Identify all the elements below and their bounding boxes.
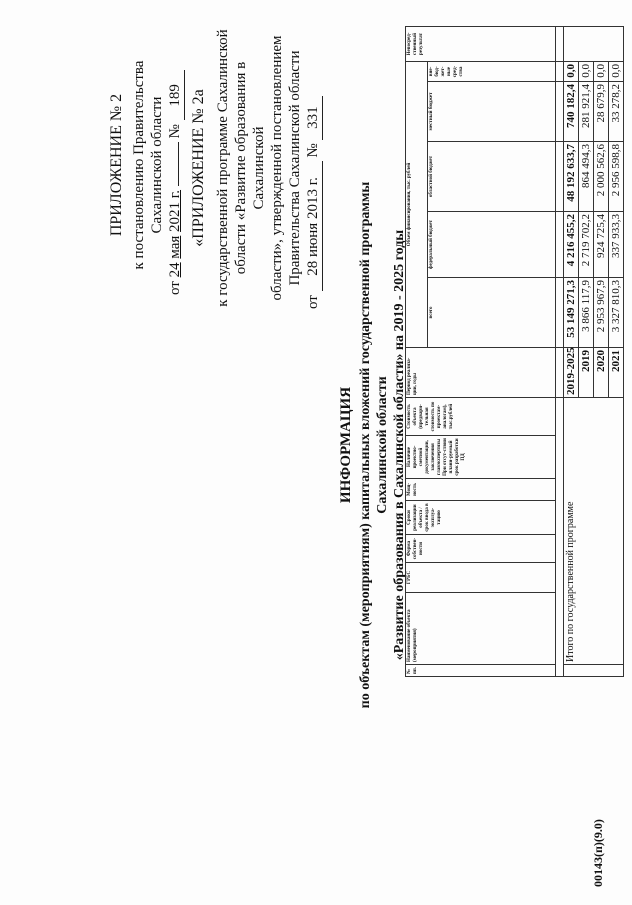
period-cell: 2019-2025 [564, 348, 579, 398]
quoted-number: 331 [304, 96, 323, 140]
col-period-header: Период реализа-ции, годы [406, 348, 556, 398]
heading-title: ИНФОРМАЦИЯ [338, 386, 354, 504]
appendix-main-date-line [166, 35, 185, 295]
date-blank [178, 142, 179, 186]
regional-cell: 2 956 598,8 [609, 142, 624, 212]
col-local-header: местный бюджет [428, 82, 556, 142]
col-docs-header: Наличие проектно-сметной документации, заключения главэкспертизы При отсут-ствии плани-руемый срок разработки ПД [406, 436, 556, 479]
number-label: № [167, 124, 183, 139]
col-num-header: № пп. [406, 665, 556, 677]
doc-number: 189 [166, 70, 185, 120]
from-prefix: от [167, 281, 183, 295]
col-regional-header: областной бюджет [428, 142, 556, 212]
total-cell: 53 149 271,3 [564, 278, 579, 348]
table-row [564, 27, 579, 677]
col-cost-header: Стоимость объекта (предвари-тельная стоимость по проектам-аналогам), тыс.рублей [406, 398, 556, 436]
regional-cell: 2 000 562,6 [594, 142, 609, 212]
total-cell: 3 866 117,9 [579, 278, 594, 348]
appendix-quoted-block [190, 27, 323, 309]
col-extra-header: вне-бюд-жет-ные сред-ства [428, 62, 556, 82]
col-term-header: Сроки реализации объекта / срок ввода в эксплуа-тацию [406, 501, 556, 535]
federal-cell: 2 719 702,2 [579, 212, 594, 278]
col-name-header: Наименование объекта (мероприятия) [406, 593, 556, 665]
local-cell: 33 278,2 [609, 82, 624, 142]
local-cell: 28 679,9 [594, 82, 609, 142]
from-prefix: от [305, 295, 321, 309]
period-cell: 2021 [609, 348, 624, 398]
col-funding-header: Объем финансирования, тыс. рублей [406, 62, 428, 348]
col-grbs-header: ГРБС [406, 563, 556, 593]
extra-cell: 0,0 [564, 62, 579, 82]
quoted-date: 28 июня 2013 г. [304, 161, 323, 291]
heading-line3: «Развитие образования в Сахалинской области» на 2019 - 2025 годы [392, 229, 407, 661]
total-cell: 3 327 810,3 [609, 278, 624, 348]
date-day: 24 [167, 262, 183, 278]
extra-cell: 0,0 [594, 62, 609, 82]
regional-cell: 48 192 633,7 [564, 142, 579, 212]
extra-cell: 0,0 [609, 62, 624, 82]
number-label: № [305, 143, 321, 158]
capital-investments-table [405, 26, 624, 677]
local-cell: 281 921,4 [579, 82, 594, 142]
total-cell: 2 953 967,9 [594, 278, 609, 348]
regional-cell: 864 494,3 [579, 142, 594, 212]
federal-cell: 924 725,4 [594, 212, 609, 278]
appendix-main-block [108, 35, 185, 295]
appendix-quoted-date-line [304, 27, 323, 309]
local-cell: 740 182,4 [564, 82, 579, 142]
col-total-header: всего [428, 278, 556, 348]
appendix-quoted-line2: области «Развитие образования в Сахалинской [233, 61, 267, 275]
appendix-quoted-line4: Правительства Сахалинской области [287, 50, 303, 286]
period-cell: 2020 [594, 348, 609, 398]
federal-cell: 337 933,3 [609, 212, 624, 278]
col-capacity-header: Мощ-ность [406, 479, 556, 501]
appendix-quoted-line1: к государственной программе Сахалинской [215, 29, 231, 307]
period-cell: 2019 [579, 348, 594, 398]
total-row-label: Итого по государственной программе [564, 398, 624, 665]
spacer-row [556, 398, 564, 677]
document-heading [338, 165, 408, 725]
extra-cell: 0,0 [579, 62, 594, 82]
col-result-header: Непосред-ственный результат [406, 27, 556, 62]
footer-code: 00143(п)(9.0) [591, 819, 605, 887]
federal-cell: 4 216 455,2 [564, 212, 579, 278]
appendix-main-title: ПРИЛОЖЕНИЕ № 2 [108, 93, 125, 237]
date-year: 2021 г. [167, 189, 183, 232]
appendix-main-line1: к постановлению Правительства [131, 60, 147, 270]
appendix-quoted-line3: области», утвержденной постановлением [269, 35, 285, 301]
appendix-quoted-title: «ПРИЛОЖЕНИЕ № 2а [190, 89, 207, 247]
heading-line2: по объектам (мероприятиям) капитальных вложений государственной программы Сахалинской области [358, 181, 390, 709]
col-ownership-header: Форма собствен-ности [406, 535, 556, 563]
date-month: мая [167, 235, 183, 259]
col-federal-header: федеральный бюджет [428, 212, 556, 278]
appendix-main-line2: Сахалинской области [149, 96, 165, 234]
